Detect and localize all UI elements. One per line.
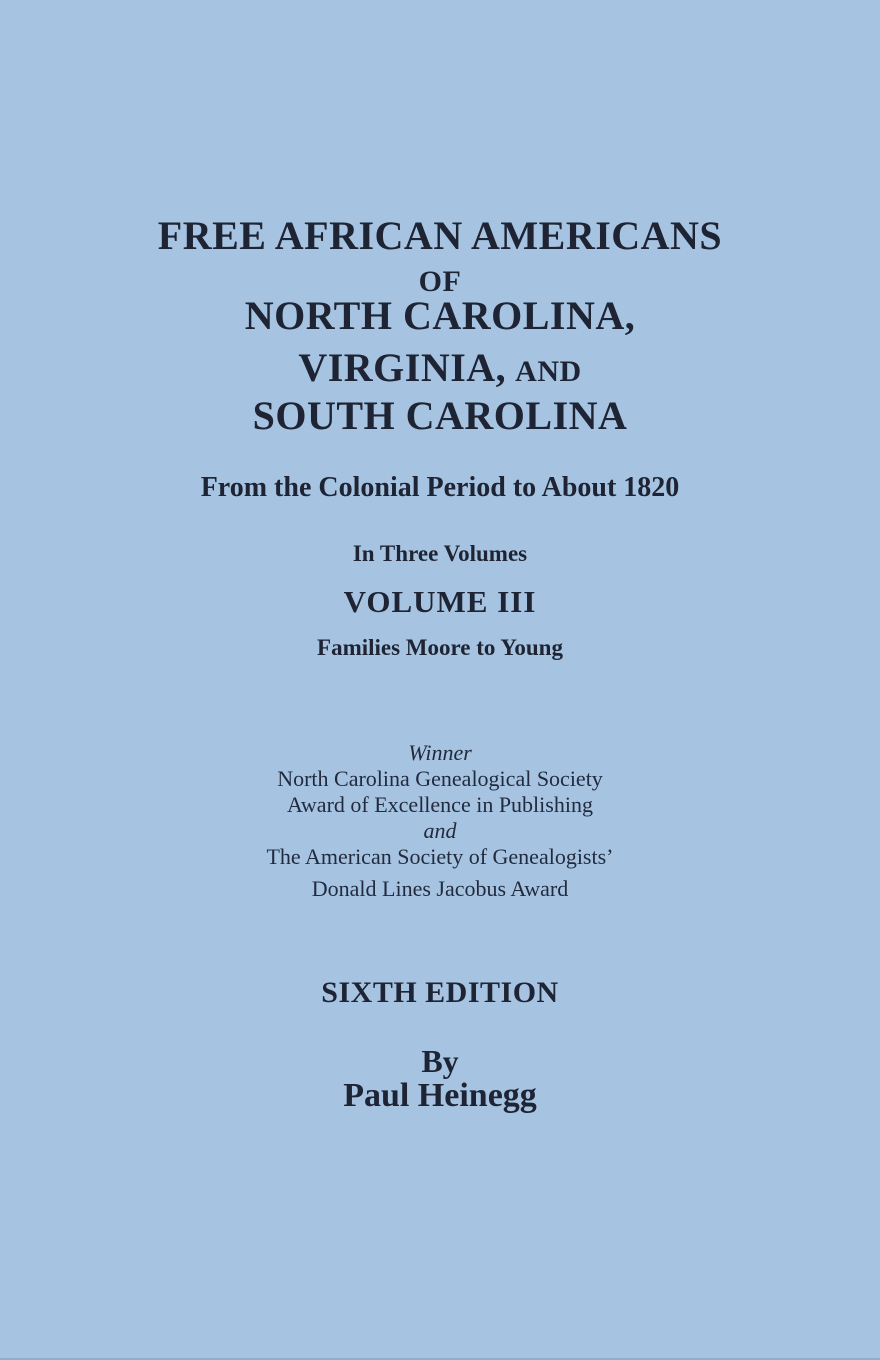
title-line-2: OF [418, 265, 462, 298]
subtitle: From the Colonial Period to About 1820 [200, 472, 680, 503]
title-line-1: FREE AFRICAN AMERICANS [157, 213, 723, 258]
title-line-4-main: VIRGINIA, [298, 345, 507, 390]
volumes-note: In Three Volumes [352, 541, 528, 566]
award-1-line-1: North Carolina Genealogical Society [277, 766, 603, 791]
title-line-4-small: AND [515, 355, 582, 388]
award-conjunction: and [423, 818, 457, 843]
edition-label: SIXTH EDITION [321, 976, 559, 1009]
families-range: Families Moore to Young [317, 635, 563, 660]
title-line-5: SOUTH CAROLINA [252, 393, 628, 438]
award-1-line-2: Award of Excellence in Publishing [287, 792, 593, 817]
award-2-line-1: The American Society of Genealogists’ [266, 844, 614, 869]
by-label: By [421, 1043, 459, 1079]
title-line-3: NORTH CAROLINA, [244, 293, 636, 338]
author-name: Paul Heinegg [343, 1077, 537, 1114]
volume-number: VOLUME III [343, 584, 537, 619]
award-2-line-2: Donald Lines Jacobus Award [311, 876, 569, 901]
winner-label: Winner [408, 740, 472, 765]
title-line-4 [0, 345, 880, 390]
